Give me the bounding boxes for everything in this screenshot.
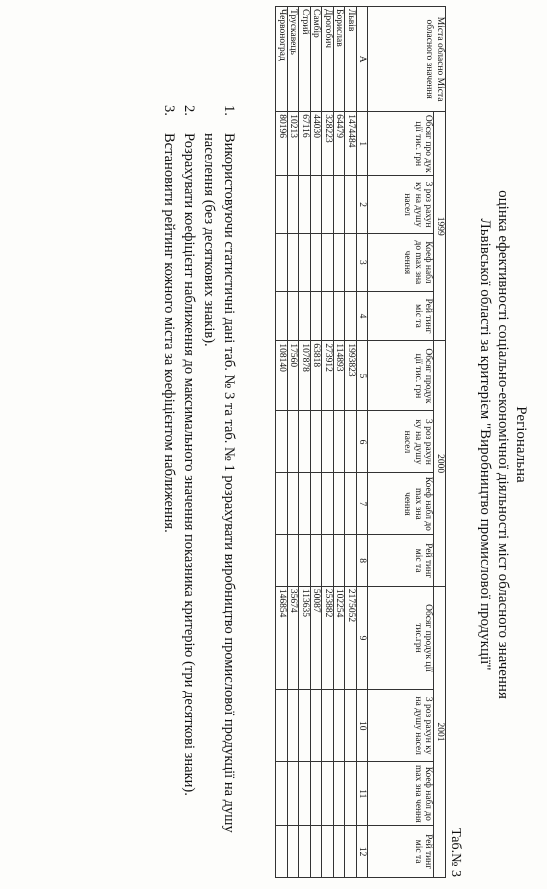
rating-1999-header: Рей тинг міс та <box>368 291 434 341</box>
index-cell: А <box>357 7 369 112</box>
empty-cell <box>334 411 346 473</box>
empty-cell <box>288 535 300 587</box>
task-number: 1. <box>221 105 237 116</box>
task-item <box>199 105 239 865</box>
index-cell: 10 <box>357 690 369 762</box>
table-row <box>311 7 323 878</box>
per-capita-2001-header: 3 роз рахун ку на душу насел <box>368 690 434 762</box>
coef-1999-header: Коеф набл до max зна чення <box>368 234 434 292</box>
empty-cell <box>334 176 346 234</box>
rating-2001-header: Рей тинг міс та <box>368 826 434 878</box>
task-text: Розрахувати коефіцієнт наближення до максимального значення показника критерію (три десяткові знаки). <box>181 133 197 796</box>
city-cell: Самбір <box>311 7 323 112</box>
volume-1999-cell: 80196 <box>276 112 288 176</box>
empty-cell <box>276 473 288 535</box>
index-cell: 6 <box>357 411 369 473</box>
empty-cell <box>311 291 323 341</box>
city-cell: Дрогобич <box>322 7 334 112</box>
title-line-1: Регіональна <box>513 406 529 483</box>
volume-2001-header: Обсяг продук ції тис.грн <box>368 586 434 689</box>
table-row <box>334 7 346 878</box>
title-line-3: Львівської області за критерієм "Виробництво промислової продукції" <box>477 218 493 671</box>
index-cell: 9 <box>357 586 369 689</box>
volume-2000-cell: 114893 <box>334 341 346 411</box>
empty-cell <box>322 473 334 535</box>
index-cell: 12 <box>357 826 369 878</box>
city-cell: Львів <box>345 7 357 112</box>
empty-cell <box>322 411 334 473</box>
empty-cell <box>299 411 311 473</box>
volume-2001-cell: 253882 <box>322 586 334 689</box>
empty-cell <box>276 762 288 826</box>
empty-cell <box>334 473 346 535</box>
empty-cell <box>334 234 346 292</box>
data-table <box>276 6 447 878</box>
empty-cell <box>322 234 334 292</box>
volume-2000-cell: 63818 <box>311 341 323 411</box>
volume-2000-header: Обсяг продук ції тис. грн <box>368 341 434 411</box>
table-row <box>322 7 334 878</box>
empty-cell <box>311 411 323 473</box>
empty-cell <box>322 690 334 762</box>
volume-2001-cell: 35674 <box>288 586 300 689</box>
empty-cell <box>334 762 346 826</box>
year-1999-header: 1999 <box>434 112 446 341</box>
empty-cell <box>299 234 311 292</box>
empty-cell <box>276 826 288 878</box>
coef-2000-header: Коеф набл до max зна чення <box>368 473 434 535</box>
coef-2001-header: Коеф набл до max зна чення <box>368 762 434 826</box>
empty-cell <box>311 826 323 878</box>
rating-2000-header: Рей тинг міс та <box>368 535 434 587</box>
empty-cell <box>299 762 311 826</box>
empty-cell <box>345 234 357 292</box>
empty-cell <box>345 291 357 341</box>
task-list <box>159 105 239 865</box>
empty-cell <box>288 176 300 234</box>
empty-cell <box>276 690 288 762</box>
empty-cell <box>322 535 334 587</box>
empty-cell <box>322 291 334 341</box>
empty-cell <box>299 176 311 234</box>
empty-cell <box>334 690 346 762</box>
title-line-2: оцінка ефективності соціально-економічної діяльності міст обласного значення <box>495 190 511 699</box>
city-column-header: Міста обласно Міста обласного значення <box>368 7 446 112</box>
empty-cell <box>311 690 323 762</box>
volume-1999-header: Обсяг про дук ції тис. грн <box>368 112 434 176</box>
empty-cell <box>345 690 357 762</box>
empty-cell <box>334 291 346 341</box>
volume-2001-cell: 113635 <box>299 586 311 689</box>
empty-cell <box>276 291 288 341</box>
empty-cell <box>334 535 346 587</box>
empty-cell <box>288 473 300 535</box>
empty-cell <box>345 826 357 878</box>
volume-2000-cell: 273912 <box>322 341 334 411</box>
task-number: 2. <box>181 105 197 116</box>
table-row <box>345 7 357 878</box>
volume-1999-cell: 44030 <box>311 112 323 176</box>
volume-1999-cell: 328223 <box>322 112 334 176</box>
task-text: Використовуючи статистичні дані таб. № 3 та таб. № 1 розрахувати виробництво промислової продукції на душу населення (без десяткових знаків). <box>201 133 237 833</box>
index-cell: 5 <box>357 341 369 411</box>
volume-1999-cell: 67116 <box>299 112 311 176</box>
empty-cell <box>276 176 288 234</box>
volume-2001-cell: 146854 <box>276 586 288 689</box>
empty-cell <box>322 176 334 234</box>
empty-cell <box>311 473 323 535</box>
empty-cell <box>288 826 300 878</box>
empty-cell <box>276 411 288 473</box>
city-cell: Борислав <box>334 7 346 112</box>
volume-1999-cell: 10213 <box>288 112 300 176</box>
header-row-years <box>434 7 446 878</box>
empty-cell <box>299 690 311 762</box>
volume-2000-cell: 108140 <box>276 341 288 411</box>
task-text: Встановити рейтинг кожного міста за коефіцієнтом наближення. <box>161 133 177 533</box>
table-row <box>288 7 300 878</box>
index-cell: 4 <box>357 291 369 341</box>
table-row <box>276 7 288 878</box>
index-cell: 2 <box>357 176 369 234</box>
table-number: Таб.№ 3 <box>448 828 463 877</box>
task-item <box>179 105 199 865</box>
empty-cell <box>299 473 311 535</box>
empty-cell <box>276 535 288 587</box>
volume-1999-cell: 64479 <box>334 112 346 176</box>
volume-1999-cell: 1474484 <box>345 112 357 176</box>
empty-cell <box>334 826 346 878</box>
index-cell: 1 <box>357 112 369 176</box>
volume-2000-cell: 107878 <box>299 341 311 411</box>
task-item <box>159 105 179 865</box>
empty-cell <box>345 411 357 473</box>
empty-cell <box>299 535 311 587</box>
volume-2001-cell: 2175052 <box>345 586 357 689</box>
index-cell: 7 <box>357 473 369 535</box>
year-2001-header: 2001 <box>434 586 446 877</box>
per-capita-1999-header: 3 роз рахун ку на душу насел <box>368 176 434 234</box>
index-row <box>357 7 369 878</box>
empty-cell <box>288 762 300 826</box>
task-number: 3. <box>161 105 177 116</box>
empty-cell <box>311 176 323 234</box>
empty-cell <box>311 535 323 587</box>
empty-cell <box>322 826 334 878</box>
empty-cell <box>299 826 311 878</box>
per-capita-2000-header: 3 роз рахун ку на душу насел <box>368 411 434 473</box>
empty-cell <box>345 535 357 587</box>
volume-2000-cell: 17560 <box>288 341 300 411</box>
empty-cell <box>311 234 323 292</box>
city-cell: Червоноград <box>276 7 288 112</box>
empty-cell <box>322 762 334 826</box>
empty-cell <box>288 234 300 292</box>
empty-cell <box>345 473 357 535</box>
empty-cell <box>345 176 357 234</box>
index-cell: 3 <box>357 234 369 292</box>
empty-cell <box>311 762 323 826</box>
empty-cell <box>299 291 311 341</box>
index-cell: 11 <box>357 762 369 826</box>
volume-2000-cell: 1993823 <box>345 341 357 411</box>
empty-cell <box>288 291 300 341</box>
empty-cell <box>288 411 300 473</box>
index-cell: 8 <box>357 535 369 587</box>
year-2000-header: 2000 <box>434 341 446 587</box>
empty-cell <box>345 762 357 826</box>
city-cell: Стрий <box>299 7 311 112</box>
city-cell: Трускавець <box>288 7 300 112</box>
header-row-columns <box>368 7 434 878</box>
table-row <box>299 7 311 878</box>
volume-2001-cell: 50087 <box>311 586 323 689</box>
empty-cell <box>288 690 300 762</box>
empty-cell <box>276 234 288 292</box>
volume-2001-cell: 102254 <box>334 586 346 689</box>
